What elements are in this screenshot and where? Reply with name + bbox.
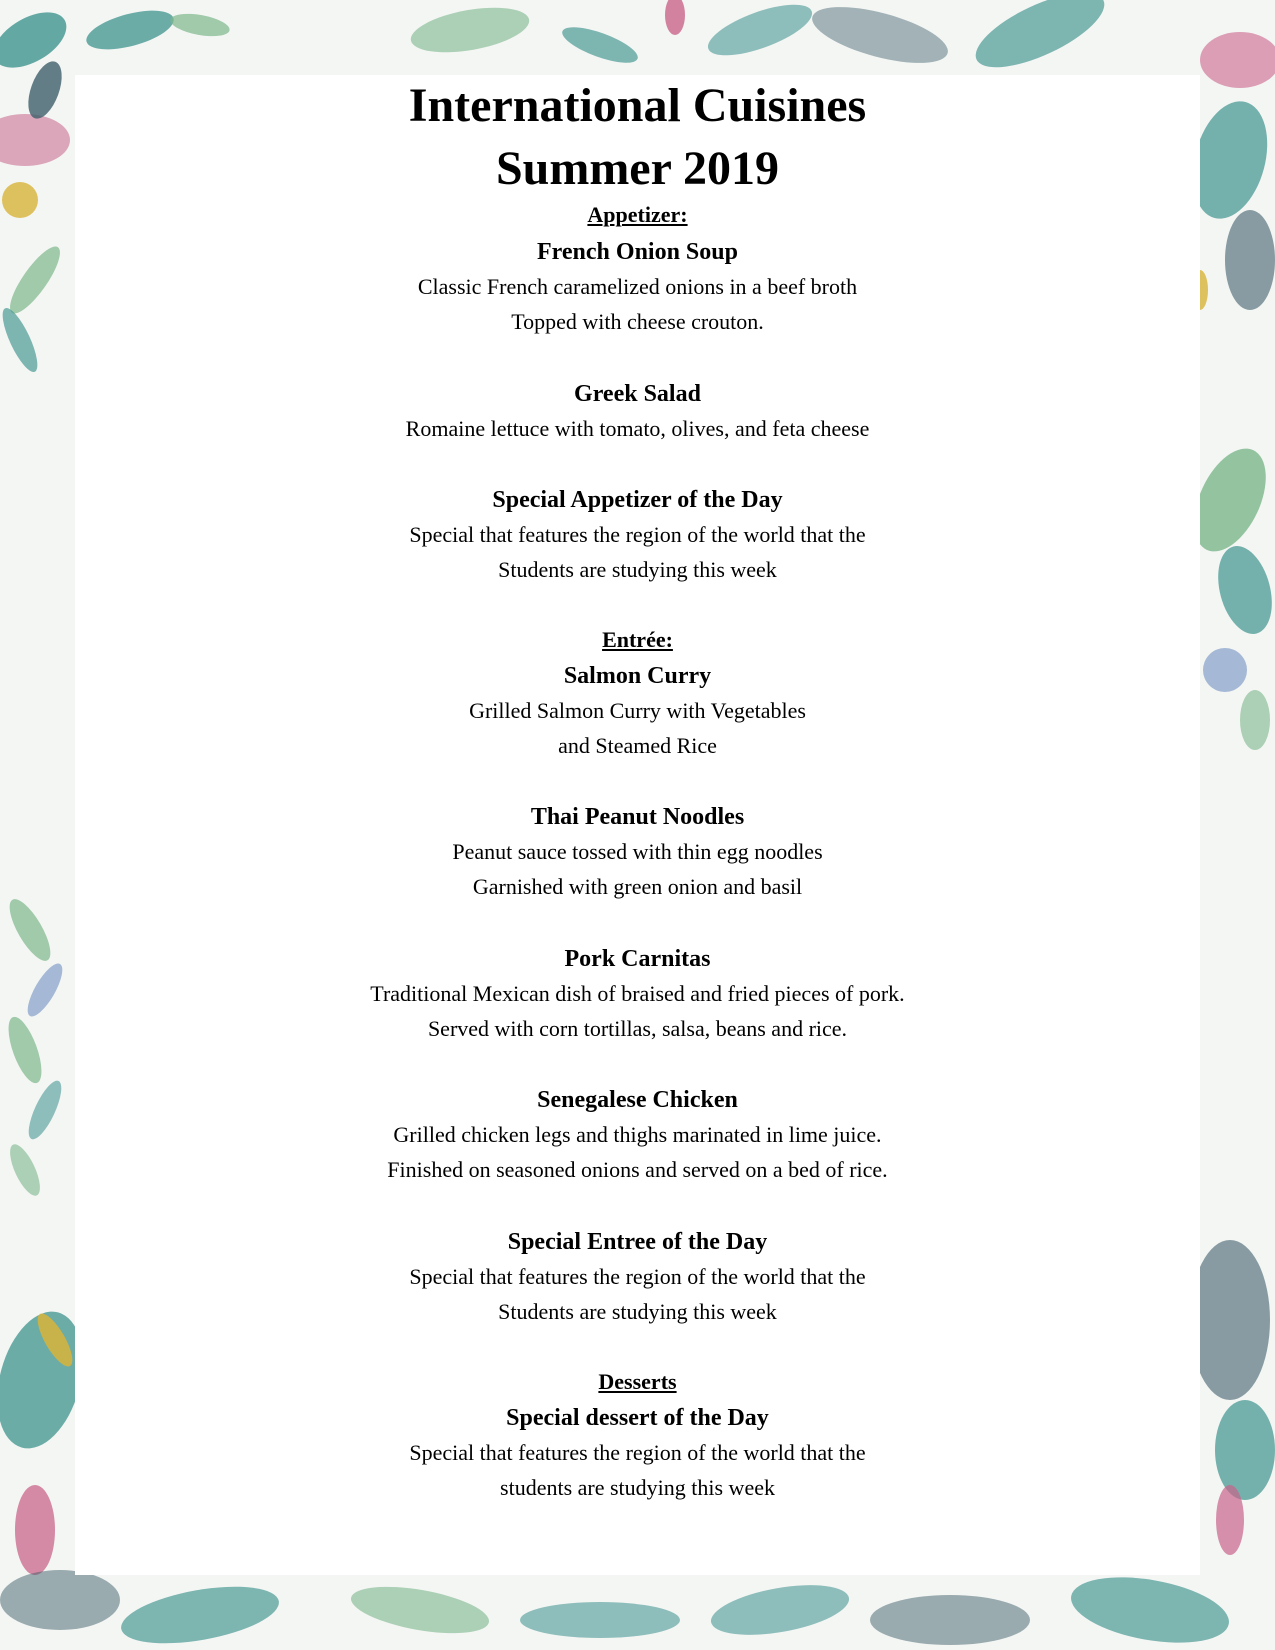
menu-item-description: Traditional Mexican dish of braised and fried pieces of pork. <box>370 981 905 1006</box>
bottom-center-foliage <box>348 1576 1030 1645</box>
menu-item-description: Grilled Salmon Curry with Vegetables <box>469 698 806 723</box>
top-center-foliage <box>407 0 953 74</box>
menu-item-description: Students are studying this week <box>498 1299 777 1324</box>
menu-item-name: Senegalese Chicken <box>537 1087 738 1113</box>
menu-item-name: Special dessert of the Day <box>506 1405 769 1431</box>
menu-item-name: Special Entree of the Day <box>507 1229 768 1255</box>
menu-item-description: Grilled chicken legs and thighs marinated in lime juice. <box>393 1122 882 1147</box>
menu-page <box>75 75 1200 1575</box>
menu-item-description: Romaine lettuce with tomato, olives, and feta cheese <box>405 416 870 441</box>
menu-item-description: Classic French caramelized onions in a beef broth <box>417 274 858 299</box>
menu-item-name: Salmon Curry <box>563 663 712 689</box>
section-heading-appetizer: Appetizer: <box>587 202 688 227</box>
menu-item-description: Students are studying this week <box>498 557 777 582</box>
menu-item-description: and Steamed Rice <box>558 733 717 758</box>
menu-item-description: Special that features the region of the world that the <box>409 1440 866 1465</box>
menu-item-name: Special Appetizer of the Day <box>492 487 783 513</box>
menu-item-description: Special that features the region of the world that the <box>409 522 866 547</box>
menu-item-description: Finished on seasoned onions and served on a bed of rice. <box>387 1157 888 1182</box>
menu-title: International Cuisines <box>408 79 867 132</box>
menu-item-name: Pork Carnitas <box>564 946 711 972</box>
menu-item-description: Garnished with green onion and basil <box>472 874 803 899</box>
left-middle-foliage <box>2 894 69 1200</box>
section-heading-entree: Entrée: <box>602 627 673 652</box>
menu-item-name: French Onion Soup <box>537 239 738 265</box>
menu-item-name: Greek Salad <box>574 381 701 407</box>
menu-item-description: Peanut sauce tossed with thin egg noodles <box>452 839 823 864</box>
menu-item-description: Served with corn tortillas, salsa, beans and rice. <box>427 1016 848 1041</box>
section-heading-desserts: Desserts <box>598 1369 677 1394</box>
menu-item-description: students are studying this week <box>500 1475 775 1500</box>
menu-item-name: Thai Peanut Noodles <box>530 804 745 830</box>
menu-item-description: Topped with cheese crouton. <box>511 309 764 334</box>
menu-item-description: Special that features the region of the world that the <box>409 1264 866 1289</box>
menu-subtitle: Summer 2019 <box>495 142 780 195</box>
